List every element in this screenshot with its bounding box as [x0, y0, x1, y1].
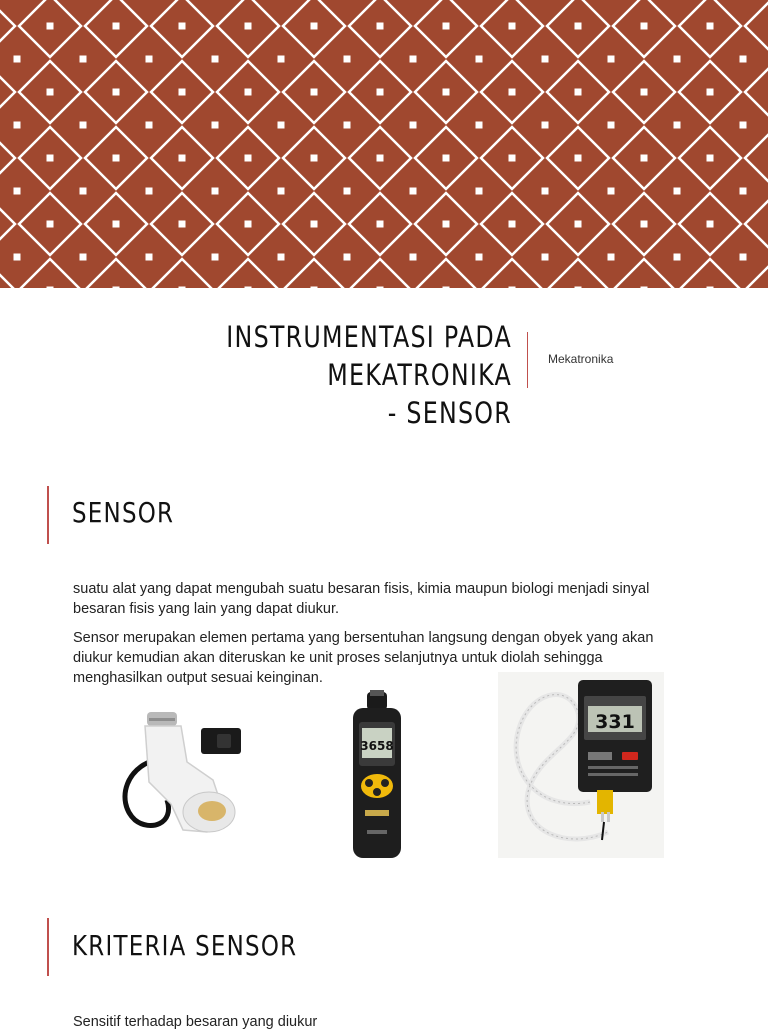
section-accent-bar [47, 486, 49, 544]
main-title-line1: INSTRUMENTASI PADA MEKATRONIKA [226, 320, 512, 392]
sensor-description-text: Sensor merupakan elemen pertama yang bersentuhan langsung dengan obyek yang akan diukur kemudian akan diteruskan ke unit proses selanjutnya untuk diolah sehingga menghasilkan output sesuai keinginan. [73, 630, 654, 686]
section-heading-sensor: SENSOR [72, 496, 175, 529]
tachometer-reading: 3658 [360, 739, 394, 753]
section-heading-kriteria: KRITERIA SENSOR [72, 929, 298, 962]
lamp-socket-sensor-image [105, 692, 275, 858]
title-block [0, 318, 768, 430]
kriteria-item: Sensitif terhadap besaran yang diukur [73, 1014, 318, 1030]
section-accent-bar [47, 918, 49, 976]
thermocouple-thermometer-image [498, 672, 664, 858]
decorative-banner [0, 0, 768, 288]
subtitle: Mekatronika [548, 352, 614, 366]
main-title [117, 318, 512, 432]
thermometer-reading: 331 [595, 711, 635, 733]
title-divider [527, 332, 528, 388]
sensor-definition-text: suatu alat yang dapat mengubah suatu besaran fisis, kimia maupun biologi menjadi sinyal besaran fisis yang lain yang dapat diukur. [73, 581, 650, 617]
tachometer-image [345, 690, 410, 860]
main-title-line2: - SENSOR [387, 396, 512, 430]
